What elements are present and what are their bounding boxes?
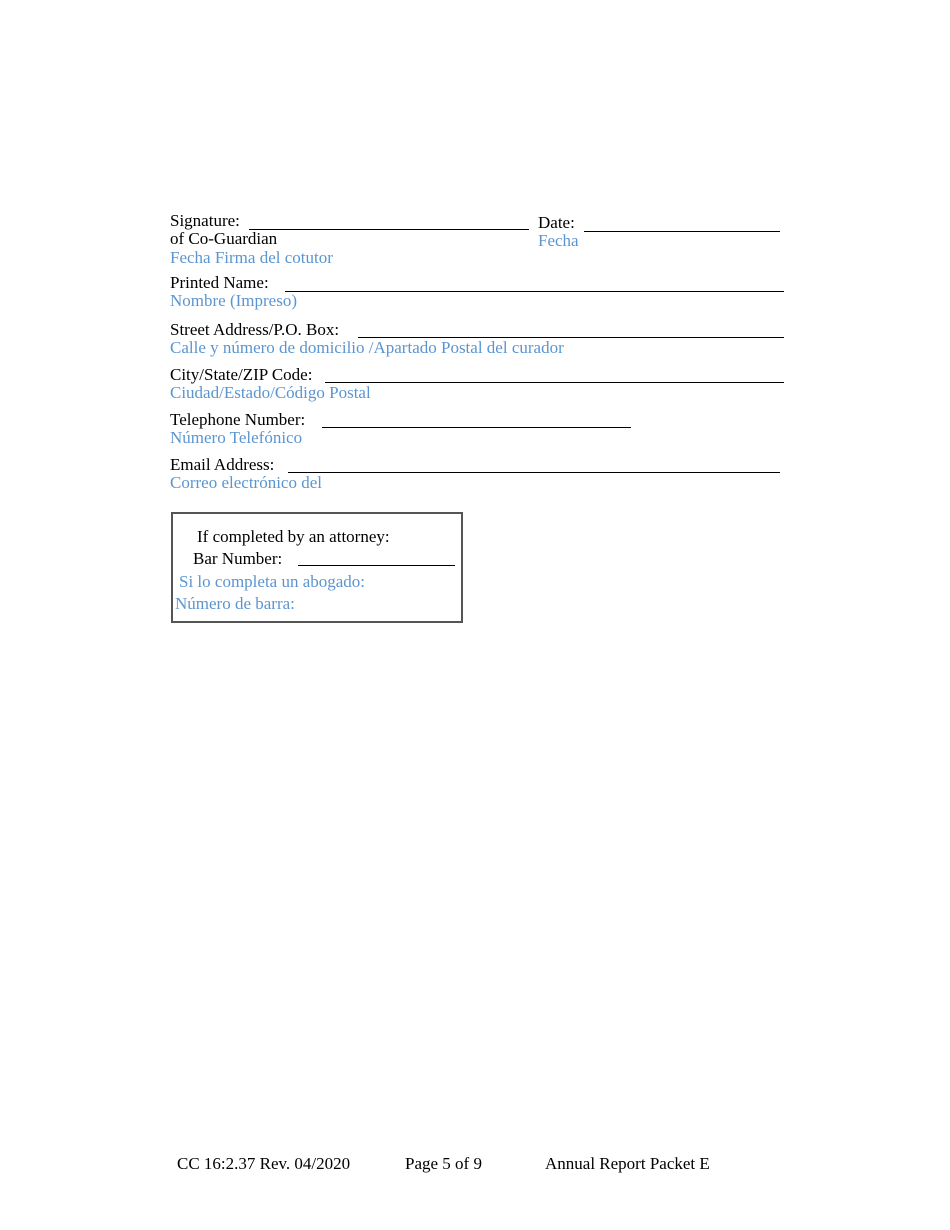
printed-name-label-es: Nombre (Impreso) [170,291,297,310]
bar-number-label-es: Número de barra: [175,594,295,613]
bar-number-label: Bar Number: [193,549,283,568]
city-state-zip-label: City/State/ZIP Code: [170,365,313,384]
footer-packet-name: Annual Report Packet E [545,1154,710,1173]
email-field[interactable] [288,472,780,473]
attorney-heading-es: Si lo completa un abogado: [179,572,366,591]
city-state-zip-label-es: Ciudad/Estado/Código Postal [170,383,371,402]
signature-label-sub: of Co-Guardian [170,229,278,248]
printed-name-field[interactable] [285,291,784,292]
telephone-label-es: Número Telefónico [170,428,303,447]
street-address-label: Street Address/P.O. Box: [170,320,340,339]
email-label-es: Correo electrónico del [170,473,322,492]
printed-name-label: Printed Name: [170,273,269,292]
signature-label-es: Fecha Firma del cotutor [170,248,333,267]
footer-page-number: Page 5 of 9 [405,1154,482,1173]
signature-label: Signature: [170,211,240,230]
email-label: Email Address: [170,455,275,474]
date-label: Date: [538,213,575,232]
date-field[interactable] [584,231,780,232]
attorney-heading: If completed by an attorney: [197,527,390,546]
street-address-label-es: Calle y número de domicilio /Apartado Postal del curador [170,338,564,357]
date-label-es: Fecha [538,231,579,250]
signature-field[interactable] [249,229,529,230]
bar-number-field[interactable] [298,565,455,566]
city-state-zip-field[interactable] [325,382,784,383]
footer-form-id: CC 16:2.37 Rev. 04/2020 [177,1154,351,1173]
telephone-field[interactable] [322,427,631,428]
telephone-label: Telephone Number: [170,410,306,429]
